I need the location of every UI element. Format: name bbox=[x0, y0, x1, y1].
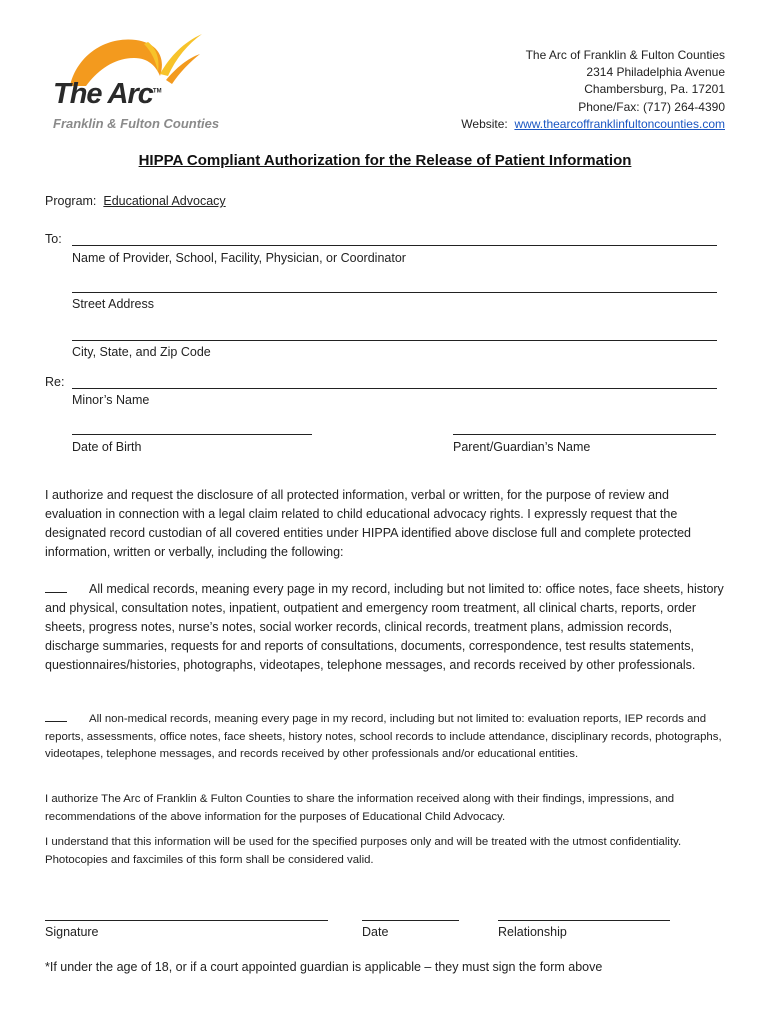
provider-name-line[interactable] bbox=[72, 245, 717, 246]
program-value: Educational Advocacy bbox=[103, 194, 226, 208]
program-label: Program: bbox=[45, 194, 97, 208]
trademark-mark: TM bbox=[152, 88, 162, 95]
city-line: Chambersburg, Pa. 17201 bbox=[584, 82, 725, 97]
signature-caption: Signature bbox=[45, 925, 99, 939]
page-title: HIPPA Compliant Authorization for the Release of Patient Information bbox=[138, 152, 632, 169]
provider-caption: Name of Provider, School, Facility, Physician, or Coordinator bbox=[72, 251, 406, 265]
date-caption: Date bbox=[362, 925, 389, 939]
street-line: 2314 Philadelphia Avenue bbox=[586, 65, 725, 80]
phone-line: Phone/Fax: (717) 264-4390 bbox=[578, 99, 725, 114]
street-address-line[interactable] bbox=[72, 292, 717, 293]
logo-subtitle: Franklin & Fulton Counties bbox=[53, 116, 220, 131]
guardian-caption: Parent/Guardian’s Name bbox=[453, 440, 591, 454]
share-paragraph: I authorize The Arc of Franklin & Fulton Counties to share the information received along with their findings, impressions, and recommendations of the above information for the purposes of Educational Child Advocacy. bbox=[45, 793, 675, 823]
signature-line[interactable] bbox=[45, 920, 328, 921]
date-line[interactable] bbox=[362, 920, 459, 921]
website-line bbox=[461, 116, 725, 133]
non-medical-records-paragraph bbox=[45, 711, 727, 764]
re-label: Re: bbox=[45, 375, 65, 389]
org-name: The Arc of Franklin & Fulton Counties bbox=[525, 48, 725, 62]
medical-checkbox-line[interactable] bbox=[45, 582, 67, 593]
website-link[interactable]: www.thearcoffranklinfultoncounties.com bbox=[514, 116, 725, 131]
city-caption: City, State, and Zip Code bbox=[72, 345, 211, 359]
arc-logo bbox=[48, 28, 248, 138]
website-label: Website: bbox=[461, 116, 508, 131]
authorize-paragraph: I authorize and request the disclosure of all protected information, verbal or written, for the purpose of review and evaluation in connection with a legal claim related to child educational advocacy rights. I expressly request that the designated record custodian of all covered entities under HIPPA identified above disclose full and complete protected information, written or verbally, including the following: bbox=[45, 488, 691, 559]
street-caption: Street Address bbox=[72, 297, 154, 311]
minor-caption: Minor’s Name bbox=[72, 393, 150, 407]
guardian-name-line[interactable] bbox=[453, 434, 716, 435]
relationship-caption: Relationship bbox=[498, 925, 567, 939]
dob-caption: Date of Birth bbox=[72, 440, 142, 454]
to-label: To: bbox=[45, 232, 62, 246]
guardian-footnote: *If under the age of 18, or if a court appointed guardian is applicable – they must sign the form above bbox=[45, 960, 603, 974]
medical-records-paragraph bbox=[45, 580, 727, 675]
medical-records-text: All medical records, meaning every page in my record, including but not limited to: office notes, face sheets, history and physical, consultation notes, inpatient, outpatient and emergency room treatment, all clinical charts, reports, order sheets, progress notes, nurse’s notes, social worker records, clinical records, treatment plans, admission records, discharge summaries, requests for and reports of consultations, documents, correspondence, test results statements, questionnaires/histories, photographs, videotapes, telephone messages, and records received by other professionals. bbox=[45, 582, 724, 672]
relationship-line[interactable] bbox=[498, 920, 670, 921]
non-medical-checkbox-line[interactable] bbox=[45, 711, 67, 722]
program-row bbox=[45, 194, 226, 208]
city-state-zip-line[interactable] bbox=[72, 340, 717, 341]
non-medical-records-text: All non-medical records, meaning every page in my record, including but not limited to: evaluation reports, IEP records and reports, assessments, office notes, face sheets, history notes, school records to include attendance, disciplinary records, photographs, videotapes, telephone messages, and records received by other professionals and/or educational entities. bbox=[45, 713, 722, 760]
minor-name-line[interactable] bbox=[72, 388, 717, 389]
logo-name: The Arc™ bbox=[53, 78, 162, 110]
date-of-birth-line[interactable] bbox=[72, 434, 312, 435]
understand-paragraph: I understand that this information will be used for the specified purposes only and will be treated with the utmost confidentiality. Photocopies and faxcimiles of this form shall be considered valid. bbox=[45, 836, 682, 866]
address-block bbox=[461, 47, 725, 133]
